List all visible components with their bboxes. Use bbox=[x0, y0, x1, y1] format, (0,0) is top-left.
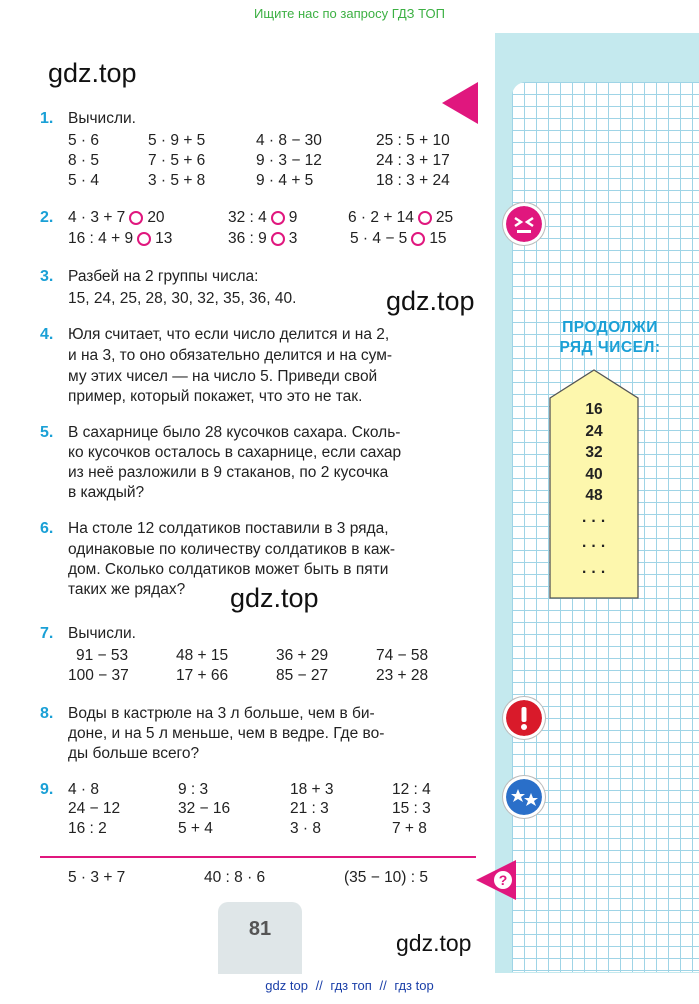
task-title: Вычисли. bbox=[68, 625, 136, 642]
expression: 5 · 9 + 5 bbox=[148, 132, 206, 149]
task-text: ды больше всего? bbox=[68, 745, 200, 762]
expression: 17 + 66 bbox=[176, 667, 229, 684]
sequence-heading-line: РЯД ЧИСЕЛ: bbox=[559, 339, 661, 356]
task-number: 7. bbox=[40, 625, 54, 642]
task-number: 9. bbox=[40, 781, 54, 798]
watermark: gdz.top bbox=[230, 583, 319, 613]
expression: 32 : 4 bbox=[228, 209, 267, 226]
expression: 5 + 4 bbox=[178, 820, 213, 837]
sequence-item: · · · bbox=[581, 538, 607, 555]
task-text: пример, который покажет, что это не так. bbox=[68, 388, 363, 405]
compare-circle[interactable] bbox=[411, 232, 425, 246]
task-text: и на 3, то оно обязательно делится и на сум- bbox=[68, 347, 393, 364]
footer-separator: // bbox=[379, 978, 387, 993]
page-number: 81 bbox=[248, 918, 272, 940]
stars-icon[interactable] bbox=[506, 779, 542, 815]
footer-separator: // bbox=[315, 978, 323, 993]
expression: 9 · 4 + 5 bbox=[256, 172, 314, 189]
expression: (35 − 10) : 5 bbox=[344, 869, 429, 886]
expression: 18 + 3 bbox=[290, 781, 334, 798]
task-text: ко кусочков осталось в сахарнице, если сахар bbox=[68, 444, 402, 461]
expression: 100 − 37 bbox=[68, 667, 129, 684]
expression: 25 : 5 + 10 bbox=[376, 132, 450, 149]
comparison bbox=[68, 209, 165, 227]
expression: 6 · 2 + 14 bbox=[348, 209, 414, 226]
expression: 9 · 3 − 12 bbox=[256, 152, 322, 169]
sequence-item: 16 bbox=[585, 401, 603, 418]
expression: 9 bbox=[288, 209, 298, 226]
expression: 5 · 3 + 7 bbox=[68, 869, 126, 886]
task-number: 6. bbox=[40, 520, 54, 537]
sequence-item: 40 bbox=[585, 465, 603, 483]
compare-circle[interactable] bbox=[137, 232, 151, 246]
expression: 20 bbox=[147, 209, 165, 226]
comparison bbox=[350, 230, 447, 248]
expression: 8 · 5 bbox=[68, 152, 100, 169]
watermark: gdz.top bbox=[396, 930, 472, 956]
expression: 12 : 4 bbox=[392, 781, 431, 798]
task-text: му этих чисел — на число 5. Приведи свой bbox=[68, 368, 378, 385]
task-text: доне, и на 5 л меньше, чем в ведре. Где во- bbox=[68, 725, 385, 742]
sequence-item: 32 bbox=[585, 444, 603, 461]
page-marker-icon bbox=[442, 82, 478, 124]
expression: 24 − 12 bbox=[68, 800, 121, 817]
task-number: 8. bbox=[40, 705, 54, 722]
comparison bbox=[228, 230, 297, 248]
comparison bbox=[68, 230, 172, 248]
task-number: 1. bbox=[40, 110, 54, 127]
task-title: Вычисли. bbox=[68, 110, 136, 127]
task-text: В сахарнице было 28 кусочков сахара. Сколь- bbox=[68, 424, 401, 441]
task-text: Юля считает, что если число делится и на 2, bbox=[68, 326, 390, 343]
task-number: 3. bbox=[40, 268, 54, 285]
task-text: в каждый? bbox=[68, 484, 145, 501]
expression: 3 · 8 bbox=[290, 820, 322, 837]
bottom-links bbox=[0, 978, 699, 993]
expression: 91 − 53 bbox=[76, 647, 129, 664]
expression: 16 : 4 + 9 bbox=[68, 230, 134, 247]
attention-icon[interactable] bbox=[506, 700, 542, 736]
expression: 5 · 6 bbox=[68, 132, 100, 149]
expression: 36 + 29 bbox=[276, 647, 329, 664]
compare-circle[interactable] bbox=[271, 232, 285, 246]
svg-text:?: ? bbox=[498, 872, 508, 888]
expression: 7 · 5 + 6 bbox=[148, 152, 206, 169]
task-text: На столе 12 солдатиков поставили в 3 ряда, bbox=[68, 520, 389, 537]
expression: 25 bbox=[435, 209, 454, 226]
sequence-heading bbox=[520, 318, 699, 358]
expression: 74 − 58 bbox=[376, 647, 429, 664]
expression: 4 · 3 + 7 bbox=[68, 209, 126, 226]
sequence-item: · · · bbox=[581, 563, 607, 581]
watermark: gdz.top bbox=[48, 58, 137, 88]
expression: 85 − 27 bbox=[276, 667, 329, 684]
expression: 24 : 3 + 17 bbox=[376, 152, 450, 169]
number-sequence bbox=[551, 399, 637, 583]
task-number: 2. bbox=[40, 209, 54, 226]
comparison bbox=[348, 209, 453, 227]
top-banner[interactable]: Ищите нас по запросу ГДЗ ТОП bbox=[254, 6, 445, 21]
expression: 48 + 15 bbox=[176, 647, 229, 664]
pair-work-icon[interactable] bbox=[506, 206, 542, 242]
task-text: 15, 24, 25, 28, 30, 32, 35, 36, 40. bbox=[68, 290, 297, 307]
task-text: из неё разложили в 9 стаканов, по 2 кусочка bbox=[68, 464, 389, 481]
expression: 21 : 3 bbox=[290, 800, 329, 817]
expression: 36 : 9 bbox=[228, 230, 267, 247]
expression: 4 · 8 bbox=[68, 781, 100, 798]
question-icon[interactable] bbox=[476, 860, 516, 900]
task-text: дом. Сколько солдатиков может быть в пяти bbox=[68, 561, 389, 578]
compare-circle[interactable] bbox=[271, 211, 285, 225]
expression: 15 : 3 bbox=[392, 800, 431, 817]
task-text: одинаковые по количеству солдатиков в каж- bbox=[68, 541, 396, 558]
sequence-item: · · · bbox=[581, 512, 607, 530]
expression: 3 · 5 + 8 bbox=[148, 172, 206, 189]
expression: 13 bbox=[155, 230, 173, 247]
task-number: 5. bbox=[40, 424, 54, 441]
task-text: таких же рядах? bbox=[68, 581, 186, 598]
expression: 15 bbox=[429, 230, 447, 247]
compare-circle[interactable] bbox=[129, 211, 143, 225]
expression: 5 · 4 bbox=[68, 172, 100, 189]
footer-link[interactable]: гдз top bbox=[394, 978, 434, 993]
expression: 23 + 28 bbox=[376, 667, 429, 684]
expression: 32 − 16 bbox=[178, 800, 231, 817]
expression: 16 : 2 bbox=[68, 820, 107, 837]
footer-link[interactable]: гдз топ bbox=[330, 978, 372, 993]
compare-circle[interactable] bbox=[418, 211, 432, 225]
footer-link[interactable]: gdz top bbox=[265, 978, 308, 993]
sequence-item: 24 bbox=[585, 422, 603, 440]
expression: 5 · 4 − 5 bbox=[350, 230, 408, 247]
expression: 3 bbox=[288, 230, 298, 247]
expression: 9 : 3 bbox=[178, 781, 209, 798]
expression: 40 : 8 · 6 bbox=[204, 869, 266, 886]
task-text: Воды в кастрюле на 3 л больше, чем в би- bbox=[68, 705, 375, 722]
expression: 7 + 8 bbox=[392, 820, 427, 837]
task-number: 4. bbox=[40, 326, 54, 343]
sequence-heading-line: ПРОДОЛЖИ bbox=[562, 319, 658, 336]
sequence-item: 48 bbox=[585, 487, 603, 504]
divider bbox=[40, 856, 476, 858]
task-text: Разбей на 2 группы числа: bbox=[68, 268, 259, 285]
expression: 4 · 8 − 30 bbox=[256, 132, 322, 149]
comparison bbox=[228, 209, 297, 227]
watermark: gdz.top bbox=[386, 286, 475, 316]
expression: 18 : 3 + 24 bbox=[376, 172, 450, 189]
